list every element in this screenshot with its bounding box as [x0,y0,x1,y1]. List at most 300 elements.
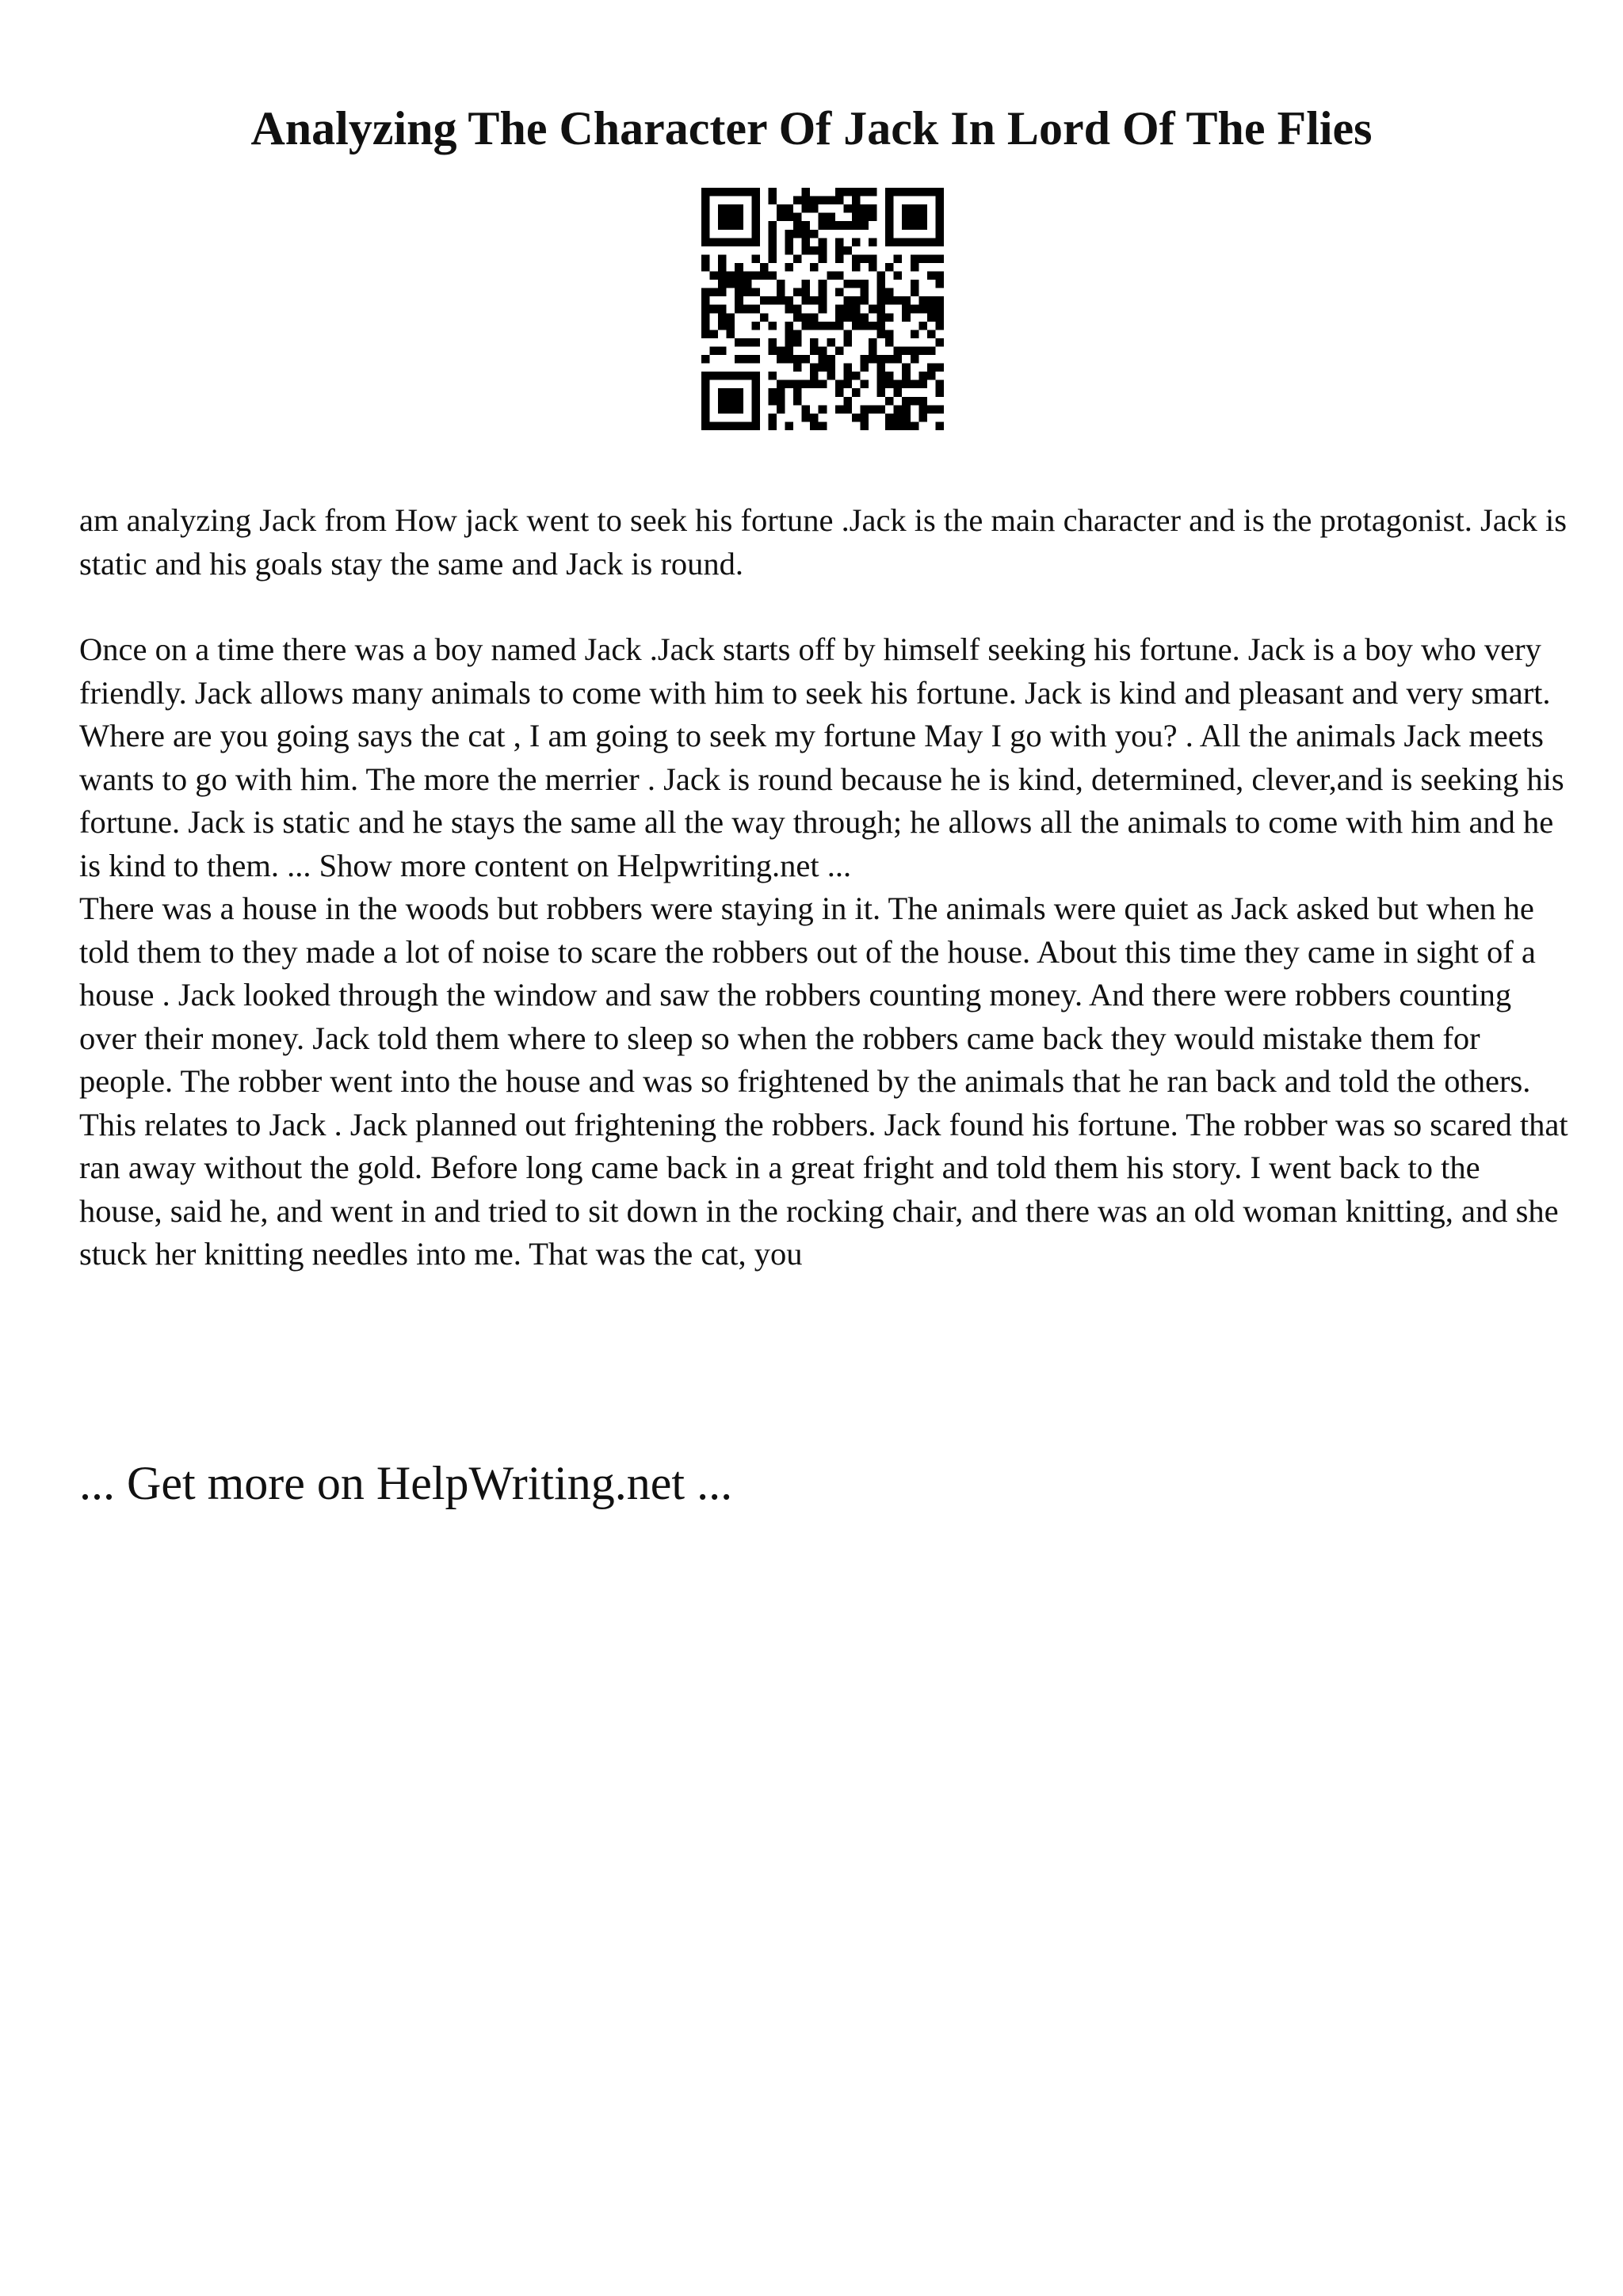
qr-module [911,346,919,355]
qr-module [768,196,777,205]
qr-module [885,313,894,322]
qr-module [718,405,727,414]
qr-module [852,280,861,288]
qr-module [810,230,819,238]
qr-module [927,272,936,280]
qr-module [727,204,735,213]
qr-module [935,380,944,389]
qr-module [718,188,727,196]
qr-module [885,204,894,213]
qr-module [751,221,760,230]
qr-module [894,380,903,389]
qr-module [894,296,903,305]
qr-module [835,288,844,297]
qr-module [743,238,752,246]
qr-module [877,364,886,372]
qr-module [802,355,811,364]
qr-module [743,355,752,364]
qr-module [743,305,752,314]
qr-module [860,204,869,213]
qr-module [793,230,802,238]
qr-module [918,305,927,314]
qr-module [860,414,869,422]
qr-module [701,188,710,196]
qr-module [877,388,886,397]
qr-module [819,421,827,430]
qr-module [902,188,911,196]
qr-module [735,338,743,347]
qr-module [785,421,794,430]
qr-module [819,296,827,305]
qr-module [768,246,777,255]
qr-module [843,296,852,305]
qr-module [877,313,886,322]
qr-module [911,263,919,272]
qr-module [785,230,794,238]
qr-module [785,380,794,389]
qr-module [869,188,877,196]
qr-module [843,338,852,347]
qr-module [852,254,861,263]
qr-module [810,313,819,322]
qr-module [735,238,743,246]
qr-module [852,372,861,380]
qr-module [785,204,794,213]
qr-module [860,288,869,297]
qr-module [877,280,886,288]
qr-module [735,280,743,288]
qr-module [869,346,877,355]
qr-module [860,313,869,322]
qr-module [843,405,852,414]
qr-module [810,372,819,380]
qr-module [918,405,927,414]
qr-module [768,221,777,230]
qr-module [877,322,886,330]
qr-module [935,296,944,305]
qr-module [911,188,919,196]
qr-module [902,204,911,213]
qr-module [718,322,727,330]
qr-module [768,322,777,330]
qr-module [894,355,903,364]
qr-module [768,296,777,305]
qr-module [843,188,852,196]
qr-module [810,380,819,389]
qr-module [751,196,760,205]
qr-module [760,272,769,280]
qr-module [743,421,752,430]
qr-module [918,380,927,389]
qr-module [852,204,861,213]
qr-module [743,272,752,280]
qr-module [718,204,727,213]
qr-module [727,221,735,230]
qr-module [869,238,877,246]
qr-module [701,263,710,272]
qr-module [701,421,710,430]
qr-module [918,254,927,263]
qr-module [802,322,811,330]
qr-module [935,305,944,314]
qr-module [751,380,760,389]
qr-module [777,213,785,222]
qr-module [768,346,777,355]
qr-module [885,263,894,272]
qr-module [935,238,944,246]
qr-module [835,305,844,314]
qr-module [852,196,861,205]
qr-module [902,364,911,372]
qr-module [768,254,777,263]
qr-module [810,296,819,305]
qr-module [902,221,911,230]
qr-module [710,188,719,196]
qr-module [768,414,777,422]
qr-module [810,421,819,430]
qr-module [918,221,927,230]
qr-module [911,380,919,389]
qr-module [810,322,819,330]
qr-module [918,204,927,213]
qr-module [885,421,894,430]
qr-module [735,221,743,230]
qr-module [927,305,936,314]
qr-module [927,254,936,263]
qr-module [802,414,811,422]
qr-module [751,272,760,280]
qr-module [935,196,944,205]
qr-module [819,346,827,355]
qr-module [727,213,735,222]
qr-module [810,204,819,213]
qr-module [885,296,894,305]
qr-module [819,238,827,246]
qr-module [785,330,794,338]
qr-module [768,238,777,246]
get-more-link[interactable]: ... Get more on HelpWriting.net ... [79,1457,733,1509]
qr-module [843,204,852,213]
qr-module [927,330,936,338]
qr-module [735,405,743,414]
qr-module [802,196,811,205]
qr-module [710,272,719,280]
qr-module [927,313,936,322]
qr-module [751,204,760,213]
qr-module [701,230,710,238]
qr-module [819,380,827,389]
qr-module [701,204,710,213]
qr-module [793,196,802,205]
qr-module [869,405,877,414]
qr-module [727,272,735,280]
qr-module [710,346,719,355]
qr-module [869,204,877,213]
qr-module [885,414,894,422]
qr-module [735,305,743,314]
qr-module [743,372,752,380]
qr-module [885,230,894,238]
qr-module [751,288,760,297]
qr-module [701,238,710,246]
qr-module [885,338,894,347]
qr-module [902,372,911,380]
qr-module [860,188,869,196]
qr-module [860,380,869,389]
qr-module [701,313,710,322]
qr-module [743,338,752,347]
qr-module [802,313,811,322]
qr-module [701,372,710,380]
qr-module [727,238,735,246]
qr-module [718,288,727,297]
qr-module [751,405,760,414]
qr-module [777,296,785,305]
qr-module [869,254,877,263]
qr-module [835,254,844,263]
qr-module [802,296,811,305]
qr-module [718,372,727,380]
qr-module [802,221,811,230]
qr-module [735,272,743,280]
qr-module [902,296,911,305]
qr-module [869,322,877,330]
qr-module [935,313,944,322]
qr-module [911,288,919,297]
qr-module [918,213,927,222]
qr-module [701,213,710,222]
qr-module [777,204,785,213]
qr-module [852,296,861,305]
qr-module [827,322,835,330]
qr-module [710,238,719,246]
qr-module [819,405,827,414]
qr-module [835,388,844,397]
qr-module [827,221,835,230]
qr-module [918,372,927,380]
qr-module [768,388,777,397]
qr-module [718,305,727,314]
qr-module [860,254,869,263]
qr-module [852,238,861,246]
qr-module [785,305,794,314]
qr-module [735,296,743,305]
qr-module [735,355,743,364]
qr-module [701,355,710,364]
qr-module [935,230,944,238]
qr-module [869,263,877,272]
qr-module [802,280,811,288]
qr-module [701,296,710,305]
qr-module [785,296,794,305]
qr-module [860,322,869,330]
qr-module [827,364,835,372]
qr-module [793,364,802,372]
qr-module [860,213,869,222]
qr-module [810,414,819,422]
qr-module [935,338,944,347]
qr-module [777,388,785,397]
qr-module [718,388,727,397]
qr-module [918,414,927,422]
qr-module [751,388,760,397]
qr-module [827,213,835,222]
qr-module [802,204,811,213]
qr-module [793,330,802,338]
qr-module [911,204,919,213]
qr-module [843,246,852,255]
qr-module [885,213,894,222]
qr-module [793,213,802,222]
qr-module [793,338,802,347]
qr-module [793,288,802,297]
qr-module [911,421,919,430]
qr-module [918,296,927,305]
qr-module [751,305,760,314]
qr-module [927,364,936,372]
qr-module [835,380,844,389]
qr-module [735,213,743,222]
qr-module [785,213,794,222]
qr-module [768,421,777,430]
qr-module [835,221,844,230]
qr-module [810,246,819,255]
qr-module [701,397,710,406]
qr-module [718,263,727,272]
qr-module [843,280,852,288]
qr-module [819,221,827,230]
qr-module [852,388,861,397]
qr-module [911,238,919,246]
qr-module [793,254,802,263]
qr-module [911,221,919,230]
qr-module [701,196,710,205]
article-body [79,499,1569,1276]
qr-module [751,421,760,430]
qr-module [793,305,802,314]
qr-module [743,280,752,288]
qr-module [819,254,827,263]
qr-module [827,338,835,347]
qr-module [819,305,827,314]
qr-module [751,355,760,364]
qr-module [751,338,760,347]
qr-module [802,238,811,246]
qr-module [894,414,903,422]
qr-module [793,388,802,397]
qr-module [810,346,819,355]
qr-module [768,397,777,406]
qr-module [902,213,911,222]
qr-module [727,188,735,196]
qr-module [768,230,777,238]
qr-module [802,188,811,196]
qr-module [827,272,835,280]
qr-module [701,405,710,414]
qr-module [877,372,886,380]
qr-module [735,204,743,213]
qr-module [935,322,944,330]
qr-module [877,330,886,338]
qr-module [727,280,735,288]
qr-module [802,246,811,255]
qr-module [701,221,710,230]
qr-module [927,238,936,246]
qr-module [701,305,710,314]
qr-module [935,204,944,213]
qr-module [777,355,785,364]
qr-module [911,355,919,364]
qr-module [911,330,919,338]
qr-module [894,346,903,355]
qr-module [718,397,727,406]
qr-module [935,272,944,280]
qr-module [935,221,944,230]
qr-module [902,313,911,322]
qr-module [918,397,927,406]
qr-module [860,405,869,414]
qr-module [852,322,861,330]
qr-module [852,188,861,196]
qr-module [802,405,811,414]
qr-module [701,388,710,397]
qr-module [927,372,936,380]
qr-module [894,272,903,280]
qr-module [727,330,735,338]
qr-module [894,405,903,414]
qr-module [894,421,903,430]
qr-module [810,263,819,272]
qr-module [843,364,852,372]
qr-module [777,405,785,414]
qr-module [785,355,794,364]
qr-module [802,230,811,238]
qr-module [835,346,844,355]
qr-module [935,421,944,430]
qr-module [701,288,710,297]
qr-module [735,388,743,397]
qr-module [843,305,852,314]
qr-module [869,213,877,222]
qr-module [918,322,927,330]
qr-module [877,355,886,364]
qr-module [735,397,743,406]
qr-module [793,221,802,230]
qr-module [843,397,852,406]
qr-module [835,188,844,196]
qr-module [760,263,769,272]
qr-module [927,405,936,414]
qr-module [701,414,710,422]
qr-module [777,346,785,355]
paragraph-intro: am analyzing Jack from How jack went to seek his fortune .Jack is the main character and is the protagonist. Jack is static and his goals stay the same and Jack is round. [79,502,1568,582]
qr-module [768,188,777,196]
qr-module [727,322,735,330]
qr-module [877,405,886,414]
qr-module [894,254,903,263]
qr-module [810,338,819,347]
qr-module [735,263,743,272]
qr-module [777,288,785,297]
qr-module [918,346,927,355]
qr-module [751,188,760,196]
qr-module [835,405,844,414]
qr-module [718,313,727,322]
qr-module [860,280,869,288]
qr-module [927,296,936,305]
qr-module [735,421,743,430]
qr-module [911,397,919,406]
